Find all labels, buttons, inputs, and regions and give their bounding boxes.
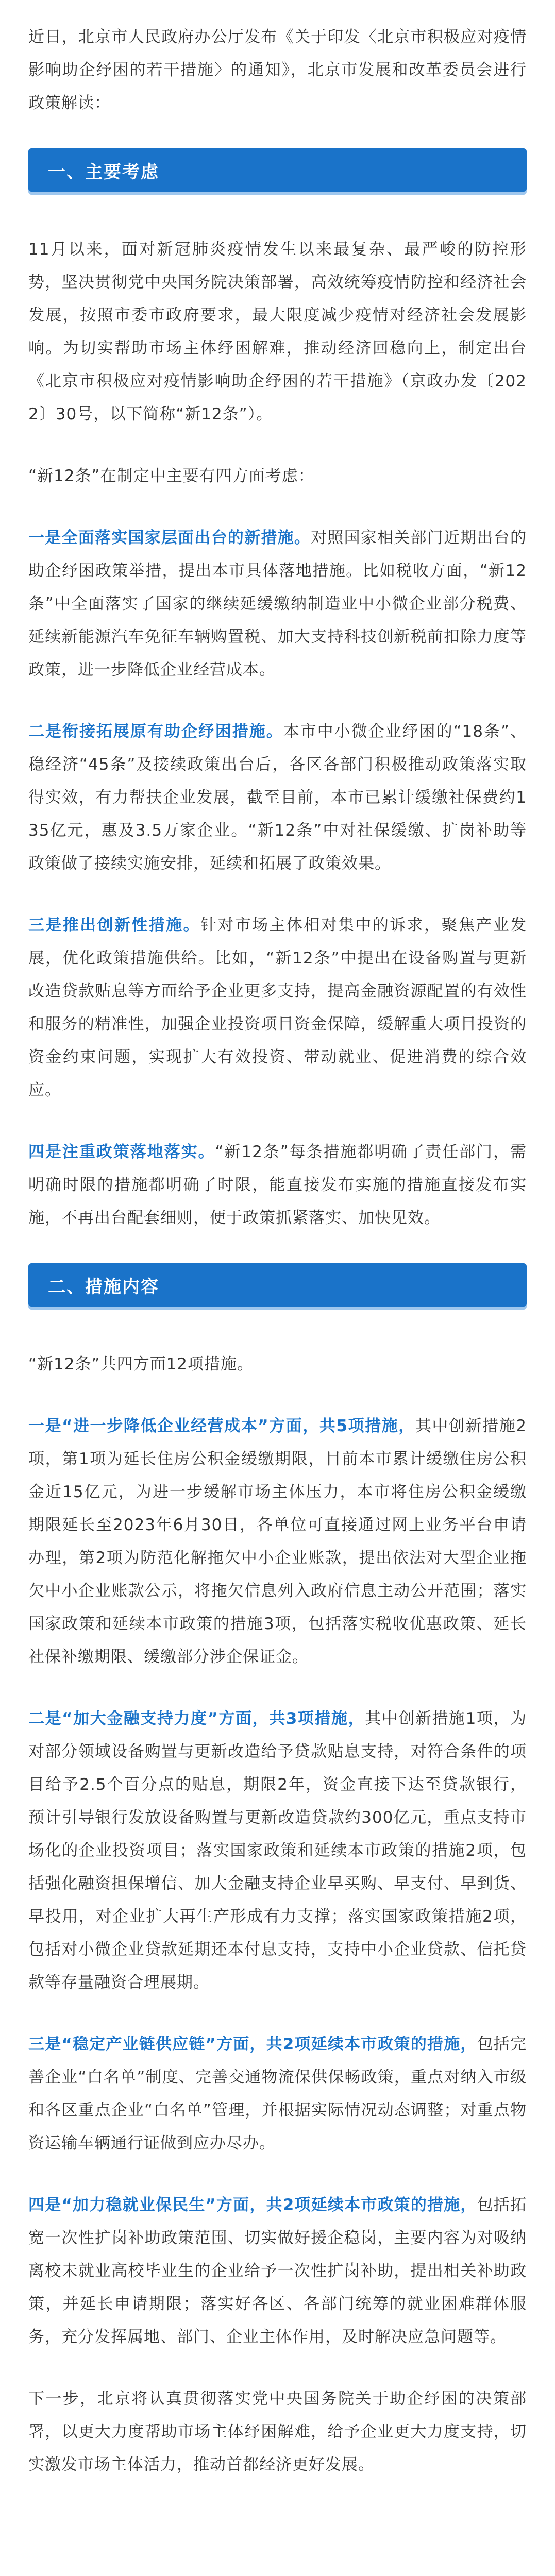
highlight-text: 二是“加大金融支持力度”方面，共3项措施， <box>28 1709 365 1728</box>
paragraph-measure-costs <box>28 1410 527 1673</box>
paragraph-measure-supply-chain <box>28 2028 527 2160</box>
bottom-spacer <box>28 2510 527 2531</box>
highlight-text: 四是“加力稳就业保民生”方面，共2项延续本市政策的措施， <box>28 2196 477 2214</box>
paragraph-measure-finance <box>28 1702 527 1999</box>
body-text: 对照国家相关部门近期出台的助企纾困政策举措，提出本市具体落地措施。比如税收方面，“新12条”中全面落实了国家的继续延缓缴纳制造业中小微企业部分税费、延续新能源汽车免征车辆购置税、加大支持科技创新税前扣除力度等政策，进一步降低企业经营成本。 <box>28 529 527 679</box>
body-text: 其中创新措施1项，为对部分领域设备购置与更新改造给予贷款贴息支持，对符合条件的项目给予2.5个百分点的贴息，期限2年，资金直接下达至贷款银行，预计引导银行发放设备购置与更新改造贷款约300亿元，重点支持市场化的企业投资项目；落实国家政策和延续本市政策的措施2项，包括强化融资担保增信、加大金融支持企业早买购、早支付、早到货、早投用，对企业扩大再生产形成有力支撑；落实国家政策措施2项，包括对小微企业贷款延期还本付息支持，支持中小企业贷款、信托贷款等存量融资合理展期。 <box>28 1709 527 1992</box>
paragraph-measure-employment <box>28 2189 527 2353</box>
paragraph-four-considerations: “新12条”在制定中主要有四方面考虑： <box>28 467 315 485</box>
paragraph-consideration-4 <box>28 1136 527 1234</box>
highlight-text: 三是推出创新性措施。 <box>28 916 200 935</box>
body-text: 本市中小微企业纾困的“18条”、稳经济“45条”及接续政策出台后，各区各部门积极推动政策落实取得实效，有力帮扶企业发展，截至目前，本市已累计缓缴社保费约135亿元，惠及3.5万家企业。“新12条”中对社保缓缴、扩岗补助等政策做了接续实施安排，延续和拓展了政策效果。 <box>28 722 527 873</box>
section-header-measures <box>28 1263 527 1307</box>
paragraph-consideration-3 <box>28 909 527 1107</box>
paragraph-next-steps: 下一步，北京将认真贯彻落实党中央国务院关于助企纾困的决策部署，以更大力度帮助市场主体纾困解难，给予企业更大力度支持，切实激发市场主体活力，推动首都经济更好发展。 <box>28 2389 527 2474</box>
section-title: 二、措施内容 <box>48 1276 159 1297</box>
paragraph-consideration-1 <box>28 521 527 686</box>
section-title: 一、主要考虑 <box>48 161 159 182</box>
paragraph-background: 11月以来，面对新冠肺炎疫情发生以来最复杂、最严峻的防控形势，坚决贯彻党中央国务院决策部署，高效统筹疫情防控和经济社会发展，按照市委市政府要求，最大限度减少疫情对经济社会发展影响。为切实帮助市场主体纾困解难，推动经济回稳向上，制定出台《北京市积极应对疫情影响助企纾困的若干措施》（京政办发〔2022〕30号，以下简称“新12条”）。 <box>28 240 527 423</box>
body-text: 其中创新措施2项，第1项为延长住房公积金缓缴期限，目前本市累计缓缴住房公积金近15亿元，为进一步缓解市场主体压力，本市将住房公积金缓缴期限延长至2023年6月30日，各单位可直接通过网上业务平台申请办理，第2项为防范化解拖欠中小企业账款，提出依法对大型企业拖欠中小企业账款公示，将拖欠信息列入政府信息主动公开范围；落实国家政策和延续本市政策的措施3项，包括落实税收优惠政策、延长社保补缴期限、缓缴部分涉企保证金。 <box>28 1417 527 1666</box>
section-header-main-considerations <box>28 148 527 192</box>
paragraph-measures-overview: “新12条”共四方面12项措施。 <box>28 1355 254 1374</box>
highlight-text: 三是“稳定产业链供应链”方面，共2项延续本市政策的措施， <box>28 2035 477 2054</box>
body-text: 包括拓宽一次性扩岗补助政策范围、切实做好援企稳岗，主要内容为对吸纳离校未就业高校毕业生的企业给予一次性扩岗补助，提出相关补助政策，并延长申请期限；落实好各区、各部门统筹的就业困难群体服务，充分发挥属地、部门、企业主体作用，及时解决应急问题等。 <box>28 2196 527 2346</box>
body-text: 包括完善企业“白名单”制度、完善交通物流保供保畅政策，重点对纳入市级和各区重点企业“白名单”管理，并根据实际情况动态调整；对重点物资运输车辆通行证做到应办尽办。 <box>28 2035 527 2153</box>
intro-paragraph: 近日，北京市人民政府办公厅发布《关于印发〈北京市积极应对疫情影响助企纾困的若干措施〉的通知》，北京市发展和改革委员会进行政策解读： <box>28 28 527 112</box>
highlight-text: 二是衔接拓展原有助企纾困措施。 <box>28 722 283 741</box>
highlight-text: 四是注重政策落地落实。 <box>28 1143 215 1161</box>
paragraph-consideration-2 <box>28 715 527 880</box>
highlight-text: 一是“进一步降低企业经营成本”方面，共5项措施， <box>28 1417 415 1435</box>
body-text: “新12条”每条措施都明确了责任部门，需明确时限的措施都明确了时限，能直接发布实施的措施直接发布实施，不再出台配套细则，便于政策抓紧落实、加快见效。 <box>28 1143 527 1227</box>
body-text: 针对市场主体相对集中的诉求，聚焦产业发展，优化政策措施供给。比如，“新12条”中提出在设备购置与更新改造贷款贴息等方面给予企业更多支持，提高金融资源配置的有效性和服务的精准性，加强企业投资项目资金保障，缓解重大项目投资的资金约束问题，实现扩大有效投资、带动就业、促进消费的综合效应。 <box>28 916 527 1099</box>
highlight-text: 一是全面落实国家层面出台的新措施。 <box>28 529 311 547</box>
